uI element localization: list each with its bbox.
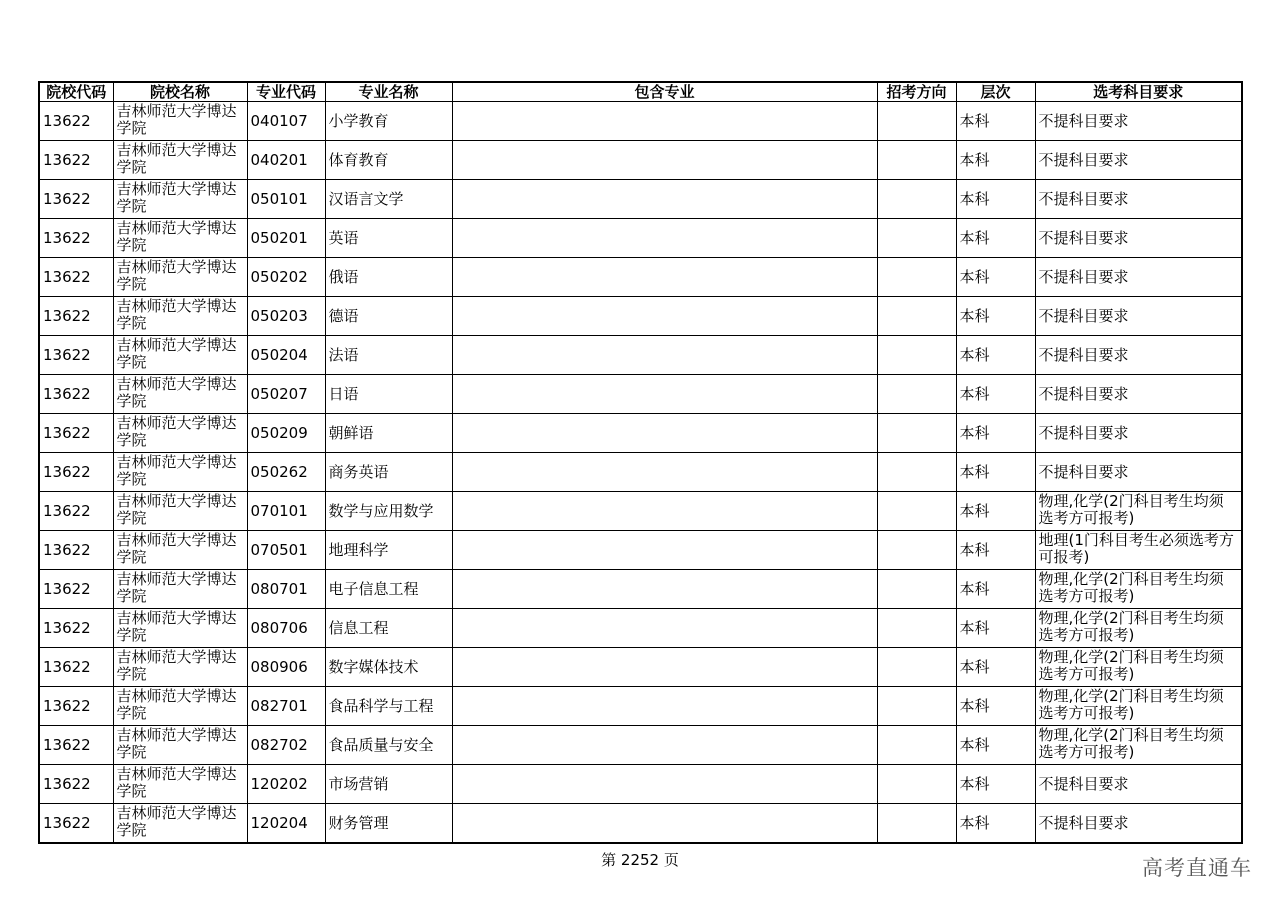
cell-subject-requirement: 不提科目要求 [1035, 414, 1242, 453]
table-row [39, 492, 1242, 531]
cell-major-code: 120204 [247, 804, 325, 844]
cell-school-code: 13622 [39, 336, 113, 375]
cell-major-code: 082702 [247, 726, 325, 765]
cell-level: 本科 [956, 609, 1035, 648]
cell-major-name: 英语 [325, 219, 452, 258]
table-row [39, 453, 1242, 492]
cell-school-name: 吉林师范大学博达学院 [113, 531, 247, 570]
cell-school-name: 吉林师范大学博达学院 [113, 141, 247, 180]
cell-direction [877, 804, 956, 844]
cell-major-name: 食品科学与工程 [325, 687, 452, 726]
cell-level: 本科 [956, 297, 1035, 336]
header-major-code: 专业代码 [247, 82, 325, 102]
table-row [39, 531, 1242, 570]
cell-subject-requirement: 不提科目要求 [1035, 375, 1242, 414]
cell-subject-requirement: 物理,化学(2门科目考生均须选考方可报考) [1035, 570, 1242, 609]
cell-direction [877, 453, 956, 492]
cell-level: 本科 [956, 141, 1035, 180]
cell-subject-requirement: 物理,化学(2门科目考生均须选考方可报考) [1035, 609, 1242, 648]
cell-school-code: 13622 [39, 726, 113, 765]
cell-school-name: 吉林师范大学博达学院 [113, 414, 247, 453]
cell-school-name: 吉林师范大学博达学院 [113, 648, 247, 687]
cell-school-name: 吉林师范大学博达学院 [113, 804, 247, 844]
cell-major-code: 082701 [247, 687, 325, 726]
cell-school-code: 13622 [39, 141, 113, 180]
cell-subject-requirement: 物理,化学(2门科目考生均须选考方可报考) [1035, 492, 1242, 531]
cell-included-majors [452, 141, 877, 180]
cell-included-majors [452, 414, 877, 453]
cell-direction [877, 726, 956, 765]
cell-school-name: 吉林师范大学博达学院 [113, 765, 247, 804]
cell-major-name: 法语 [325, 336, 452, 375]
cell-school-code: 13622 [39, 804, 113, 844]
cell-subject-requirement: 物理,化学(2门科目考生均须选考方可报考) [1035, 687, 1242, 726]
header-school-name: 院校名称 [113, 82, 247, 102]
table-row [39, 804, 1242, 844]
cell-major-name: 朝鲜语 [325, 414, 452, 453]
cell-major-name: 财务管理 [325, 804, 452, 844]
cell-level: 本科 [956, 531, 1035, 570]
cell-major-code: 080701 [247, 570, 325, 609]
cell-major-code: 050203 [247, 297, 325, 336]
cell-subject-requirement: 不提科目要求 [1035, 102, 1242, 141]
cell-included-majors [452, 375, 877, 414]
cell-major-name: 市场营销 [325, 765, 452, 804]
cell-included-majors [452, 492, 877, 531]
cell-level: 本科 [956, 570, 1035, 609]
cell-major-code: 050202 [247, 258, 325, 297]
cell-major-code: 050207 [247, 375, 325, 414]
cell-included-majors [452, 765, 877, 804]
cell-subject-requirement: 不提科目要求 [1035, 180, 1242, 219]
cell-major-name: 商务英语 [325, 453, 452, 492]
watermark-logo: 高考直通车 [1142, 856, 1252, 880]
cell-included-majors [452, 102, 877, 141]
cell-direction [877, 180, 956, 219]
table-row [39, 258, 1242, 297]
cell-school-code: 13622 [39, 570, 113, 609]
cell-school-code: 13622 [39, 375, 113, 414]
table-body [39, 102, 1242, 844]
cell-school-name: 吉林师范大学博达学院 [113, 297, 247, 336]
cell-school-code: 13622 [39, 609, 113, 648]
header-subject-requirement: 选考科目要求 [1035, 82, 1242, 102]
cell-level: 本科 [956, 219, 1035, 258]
table-row [39, 765, 1242, 804]
cell-level: 本科 [956, 492, 1035, 531]
cell-major-name: 电子信息工程 [325, 570, 452, 609]
header-included-majors: 包含专业 [452, 82, 877, 102]
cell-direction [877, 141, 956, 180]
cell-included-majors [452, 453, 877, 492]
cell-school-name: 吉林师范大学博达学院 [113, 336, 247, 375]
cell-major-name: 数学与应用数学 [325, 492, 452, 531]
cell-school-code: 13622 [39, 297, 113, 336]
cell-school-code: 13622 [39, 219, 113, 258]
cell-level: 本科 [956, 648, 1035, 687]
cell-subject-requirement: 物理,化学(2门科目考生均须选考方可报考) [1035, 726, 1242, 765]
cell-direction [877, 219, 956, 258]
cell-major-code: 040107 [247, 102, 325, 141]
cell-direction [877, 414, 956, 453]
cell-level: 本科 [956, 414, 1035, 453]
table-row [39, 375, 1242, 414]
cell-school-name: 吉林师范大学博达学院 [113, 180, 247, 219]
cell-direction [877, 531, 956, 570]
cell-school-code: 13622 [39, 258, 113, 297]
cell-major-name: 地理科学 [325, 531, 452, 570]
cell-included-majors [452, 570, 877, 609]
cell-major-code: 050101 [247, 180, 325, 219]
cell-school-code: 13622 [39, 492, 113, 531]
cell-level: 本科 [956, 180, 1035, 219]
page-number: 第 2252 页 [601, 851, 679, 869]
cell-school-code: 13622 [39, 765, 113, 804]
cell-direction [877, 492, 956, 531]
cell-direction [877, 765, 956, 804]
cell-direction [877, 375, 956, 414]
cell-major-name: 信息工程 [325, 609, 452, 648]
cell-included-majors [452, 258, 877, 297]
cell-subject-requirement: 不提科目要求 [1035, 219, 1242, 258]
cell-school-name: 吉林师范大学博达学院 [113, 570, 247, 609]
cell-level: 本科 [956, 102, 1035, 141]
cell-major-code: 050204 [247, 336, 325, 375]
header-major-name: 专业名称 [325, 82, 452, 102]
cell-school-name: 吉林师范大学博达学院 [113, 726, 247, 765]
cell-school-name: 吉林师范大学博达学院 [113, 609, 247, 648]
cell-direction [877, 609, 956, 648]
cell-level: 本科 [956, 726, 1035, 765]
cell-subject-requirement: 不提科目要求 [1035, 765, 1242, 804]
table-row [39, 336, 1242, 375]
cell-major-code: 050262 [247, 453, 325, 492]
cell-major-name: 体育教育 [325, 141, 452, 180]
cell-subject-requirement: 不提科目要求 [1035, 141, 1242, 180]
cell-major-code: 080706 [247, 609, 325, 648]
cell-direction [877, 102, 956, 141]
header-level: 层次 [956, 82, 1035, 102]
table-row [39, 180, 1242, 219]
cell-included-majors [452, 531, 877, 570]
cell-included-majors [452, 726, 877, 765]
table-row [39, 648, 1242, 687]
cell-school-code: 13622 [39, 453, 113, 492]
cell-subject-requirement: 不提科目要求 [1035, 258, 1242, 297]
cell-direction [877, 297, 956, 336]
cell-included-majors [452, 609, 877, 648]
cell-major-code: 040201 [247, 141, 325, 180]
cell-school-name: 吉林师范大学博达学院 [113, 219, 247, 258]
cell-direction [877, 258, 956, 297]
cell-direction [877, 687, 956, 726]
cell-school-name: 吉林师范大学博达学院 [113, 453, 247, 492]
cell-school-code: 13622 [39, 531, 113, 570]
table-row [39, 297, 1242, 336]
cell-included-majors [452, 180, 877, 219]
cell-included-majors [452, 804, 877, 844]
cell-level: 本科 [956, 258, 1035, 297]
cell-major-code: 120202 [247, 765, 325, 804]
cell-level: 本科 [956, 765, 1035, 804]
cell-major-name: 食品质量与安全 [325, 726, 452, 765]
header-row [39, 82, 1242, 102]
cell-school-code: 13622 [39, 102, 113, 141]
cell-major-code: 070101 [247, 492, 325, 531]
cell-major-name: 小学教育 [325, 102, 452, 141]
cell-major-code: 050201 [247, 219, 325, 258]
cell-major-code: 050209 [247, 414, 325, 453]
cell-major-name: 汉语言文学 [325, 180, 452, 219]
cell-major-name: 数字媒体技术 [325, 648, 452, 687]
cell-school-code: 13622 [39, 180, 113, 219]
cell-school-code: 13622 [39, 414, 113, 453]
cell-major-name: 日语 [325, 375, 452, 414]
cell-subject-requirement: 不提科目要求 [1035, 804, 1242, 844]
table-row [39, 414, 1242, 453]
cell-direction [877, 570, 956, 609]
cell-included-majors [452, 297, 877, 336]
cell-level: 本科 [956, 453, 1035, 492]
cell-subject-requirement: 物理,化学(2门科目考生均须选考方可报考) [1035, 648, 1242, 687]
table-row [39, 726, 1242, 765]
cell-major-code: 070501 [247, 531, 325, 570]
table-row [39, 219, 1242, 258]
cell-included-majors [452, 687, 877, 726]
cell-school-name: 吉林师范大学博达学院 [113, 258, 247, 297]
cell-level: 本科 [956, 804, 1035, 844]
cell-subject-requirement: 不提科目要求 [1035, 453, 1242, 492]
table-row [39, 102, 1242, 141]
cell-major-name: 德语 [325, 297, 452, 336]
header-school-code: 院校代码 [39, 82, 113, 102]
cell-subject-requirement: 地理(1门科目考生必须选考方可报考) [1035, 531, 1242, 570]
table-row [39, 570, 1242, 609]
admissions-table [38, 81, 1243, 844]
table-row [39, 141, 1242, 180]
table-row [39, 609, 1242, 648]
cell-school-name: 吉林师范大学博达学院 [113, 687, 247, 726]
cell-major-code: 080906 [247, 648, 325, 687]
cell-level: 本科 [956, 687, 1035, 726]
cell-school-code: 13622 [39, 648, 113, 687]
cell-school-name: 吉林师范大学博达学院 [113, 492, 247, 531]
cell-school-name: 吉林师范大学博达学院 [113, 375, 247, 414]
cell-major-name: 俄语 [325, 258, 452, 297]
cell-direction [877, 648, 956, 687]
cell-school-code: 13622 [39, 687, 113, 726]
header-direction: 招考方向 [877, 82, 956, 102]
cell-included-majors [452, 219, 877, 258]
cell-included-majors [452, 648, 877, 687]
cell-included-majors [452, 336, 877, 375]
cell-subject-requirement: 不提科目要求 [1035, 336, 1242, 375]
cell-direction [877, 336, 956, 375]
cell-subject-requirement: 不提科目要求 [1035, 297, 1242, 336]
cell-school-name: 吉林师范大学博达学院 [113, 102, 247, 141]
table-row [39, 687, 1242, 726]
cell-level: 本科 [956, 336, 1035, 375]
cell-level: 本科 [956, 375, 1035, 414]
